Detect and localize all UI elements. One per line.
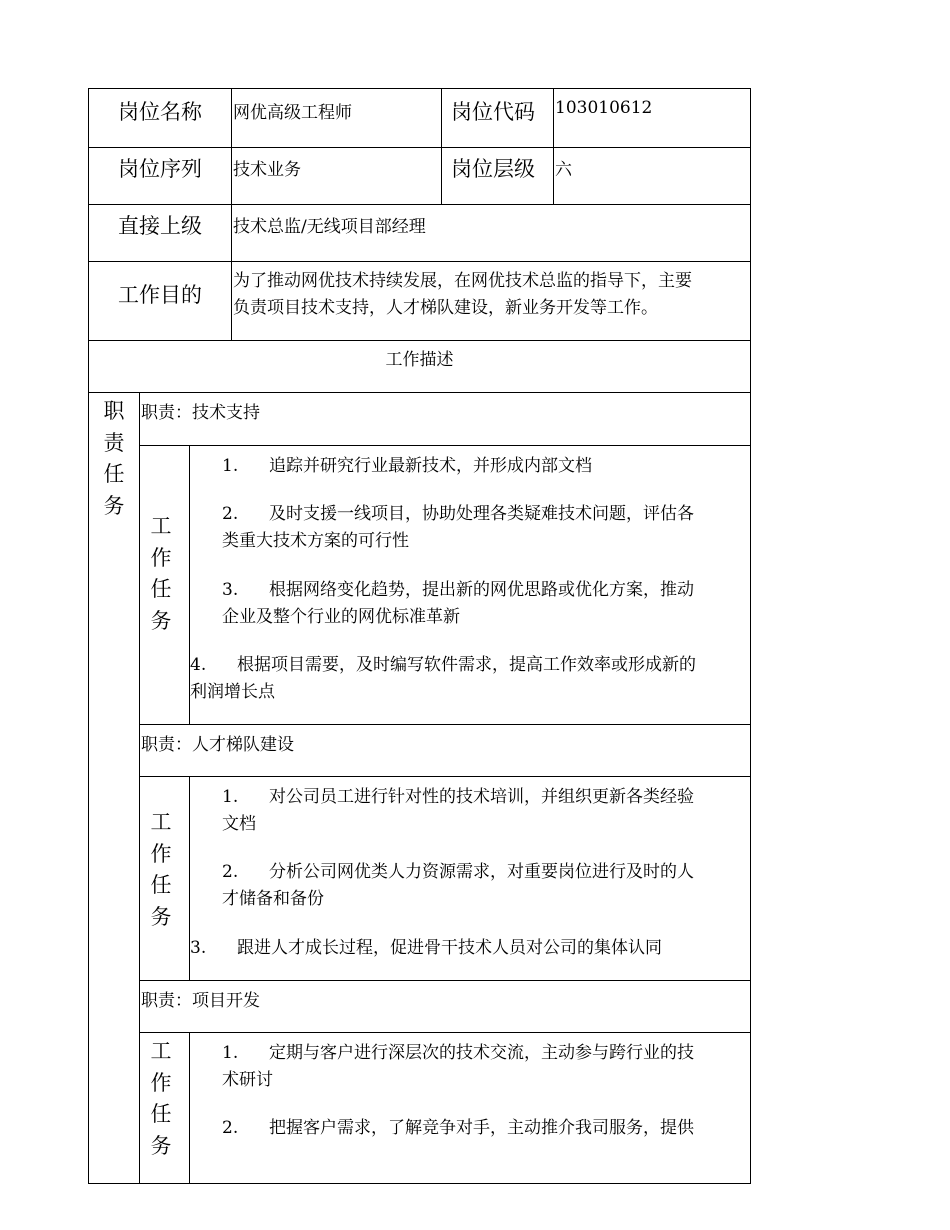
job-code-value: 103010612	[555, 98, 653, 118]
superior-label: 直接上级	[118, 214, 202, 238]
list-item: 1. 追踪并研究行业最新技术，并形成内部文档	[222, 456, 592, 476]
list-item-continuation: 文档	[222, 814, 256, 834]
list-item-continuation: 企业及整个行业的网优标准革新	[222, 607, 460, 627]
list-item-continuation: 类重大技术方案的可行性	[222, 531, 409, 551]
job-level-label: 岗位层级	[451, 157, 535, 181]
job-series-label: 岗位序列	[118, 157, 202, 181]
list-item: 3. 跟进人才成长过程，促进骨干技术人员对公司的集体认同	[190, 938, 662, 958]
task-column-label: 工 作 任 务	[150, 514, 172, 633]
job-code-label: 岗位代码	[451, 100, 535, 124]
section-title: 工作描述	[385, 350, 454, 370]
list-item: 3. 根据网络变化趋势，提出新的网优思路或优化方案，推动	[222, 580, 694, 600]
job-title-label: 岗位名称	[118, 100, 202, 124]
list-item: 4. 根据项目需要，及时编写软件需求，提高工作效率或形成新的	[190, 655, 696, 675]
list-item: 2. 把握客户需求，了解竞争对手，主动推介我司服务，提供	[222, 1118, 694, 1138]
list-item-continuation: 利润增长点	[190, 682, 275, 702]
duty-title-tech-support: 职责：技术支持	[141, 403, 260, 423]
duty-title-project: 职责：项目开发	[141, 991, 260, 1011]
purpose-label: 工作目的	[118, 283, 202, 307]
task-column-label: 工 作 任 务	[150, 810, 172, 929]
list-item: 2. 及时支援一线项目，协助处理各类疑难技术问题，评估各	[222, 504, 694, 524]
duty-column-label: 职 责 任 务	[103, 399, 125, 518]
duty-title-talent: 职责：人才梯队建设	[141, 735, 294, 755]
superior-value: 技术总监/无线项目部经理	[233, 217, 426, 237]
job-title-value: 网优高级工程师	[233, 103, 352, 123]
purpose-line-1: 为了推动网优技术持续发展，在网优技术总监的指导下，主要	[233, 271, 692, 291]
list-item: 1. 对公司员工进行针对性的技术培训，并组织更新各类经验	[222, 787, 694, 807]
list-item: 2. 分析公司网优类人力资源需求，对重要岗位进行及时的人	[222, 862, 694, 882]
job-series-value: 技术业务	[233, 160, 301, 180]
list-item-continuation: 术研讨	[222, 1070, 273, 1090]
purpose-line-2: 负责项目技术支持，人才梯队建设，新业务开发等工作。	[233, 298, 658, 318]
list-item: 1. 定期与客户进行深层次的技术交流，主动参与跨行业的技	[222, 1043, 694, 1063]
task-column-label: 工 作 任 务	[150, 1039, 172, 1158]
job-level-value: 六	[555, 160, 572, 180]
list-item-continuation: 才储备和备份	[222, 889, 324, 909]
